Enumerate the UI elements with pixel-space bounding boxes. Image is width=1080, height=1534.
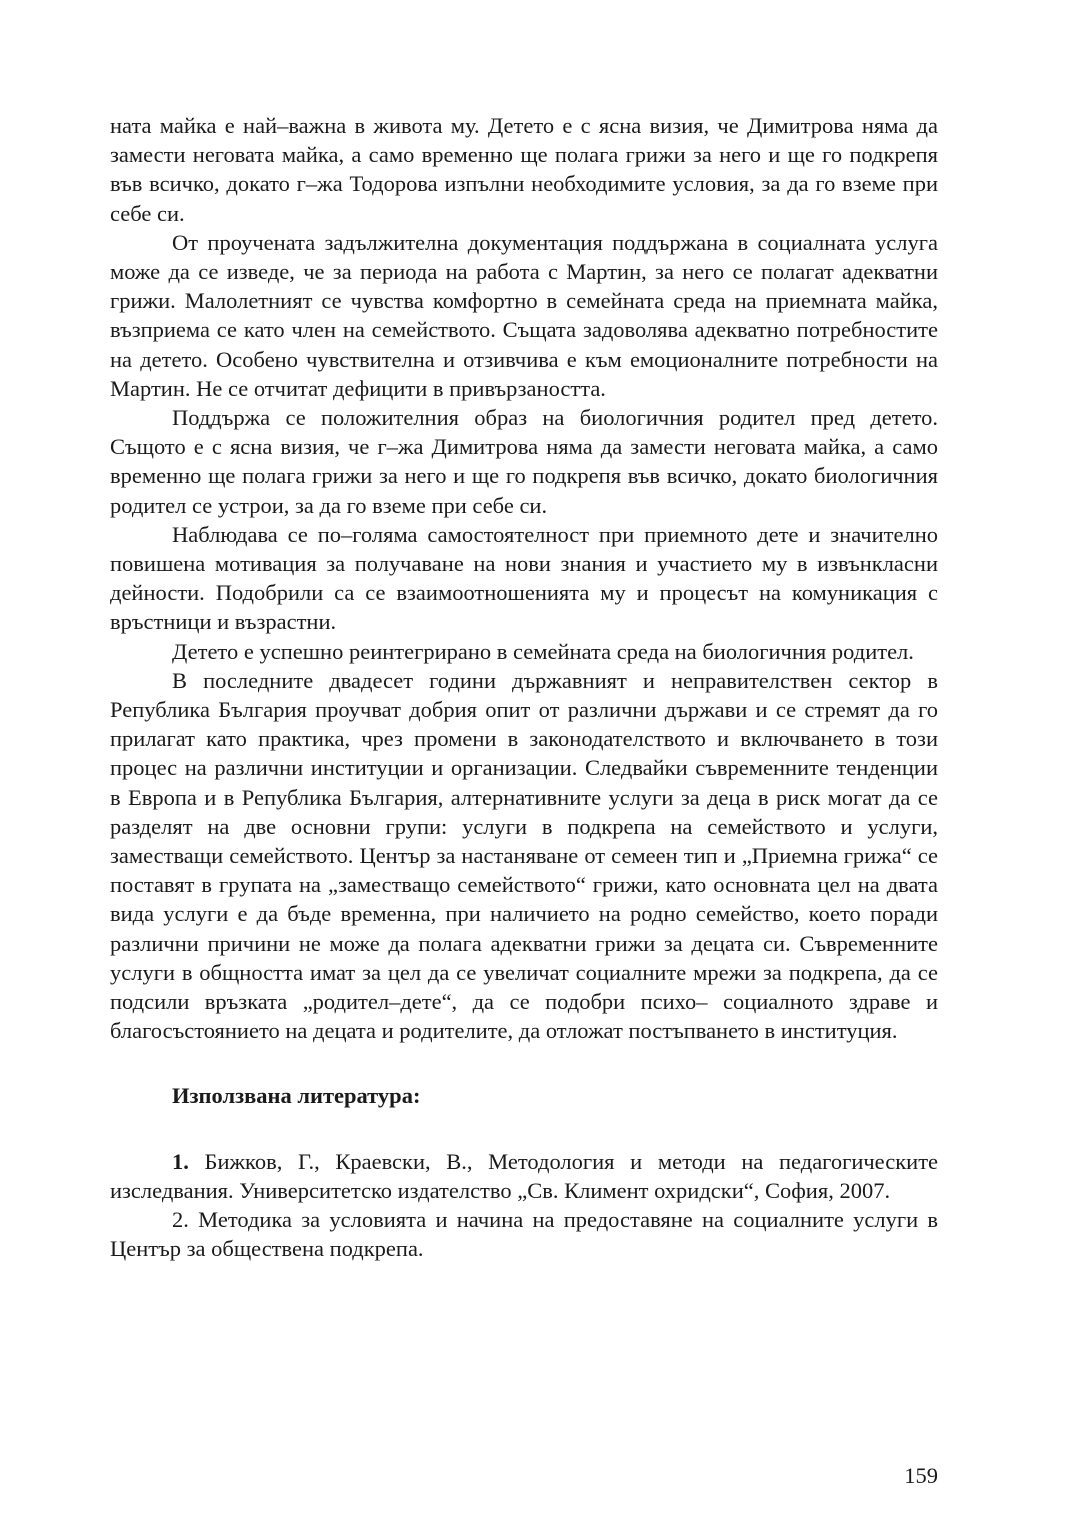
- reference-item-2: [110, 1205, 938, 1263]
- body-paragraph-2: От проучената задължителна документация поддържана в социалната услуга може да се изведе, че за периода на работа с Мартин, за него се полагат адекватни грижи. Малолетният се чувства комфортно в семейната среда на приемната майка, възприема се като член на семейството. Същата задоволява адекватно потребностите на детето. Особено чувствителна и отзивчива е към емоционалните потребности на Мартин. Не се отчитат дефицити в привързаността.: [110, 229, 938, 401]
- body-paragraph-1: ната майка е най–важна в живота му. Детето е с ясна визия, че Димитрова няма да замести неговата майка, а само временно ще полага грижи за него и ще го подкрепя във всичко, докато г–жа Тодорова изпълни необходимите условия, за да го вземе при себе си.: [110, 113, 938, 226]
- references-list: [110, 1147, 938, 1264]
- reference-number: 2.: [172, 1207, 189, 1233]
- body-paragraph-3: Поддържа се положителния образ на биологичния родител пред детето. Същото е с ясна визия, че г–жа Димитрова няма да замести неговата майка, а само временно ще полага грижи за него и ще го подкрепя във всичко, докато биологичния родител се устрои, за да го вземе при себе си.: [110, 405, 938, 518]
- reference-item-1: [110, 1147, 938, 1205]
- body-paragraph-4: Наблюдава се по–голяма самостоятелност при приемното дете и значително повишена мотивация за получаване на нови знания и участието му в извънкласни дейности. Подобрили са се взаимоотношенията му и процесът на комуникация с връстници и възрастни.: [110, 521, 938, 635]
- page-number: 159: [904, 1463, 938, 1488]
- page-content: [110, 111, 938, 1264]
- reference-text: Бижков, Г., Краевски, В., Методология и методи на педагогическите изследвания. Университетско издателство „Св. Климент охридски“, София, 2007.: [110, 1148, 939, 1203]
- reference-number: 1.: [172, 1148, 189, 1174]
- references-heading: Използвана литература:: [172, 1082, 421, 1108]
- body-paragraph-5: Детето е успешно реинтегрирано в семейната среда на биологичния родител.: [172, 638, 914, 664]
- reference-text: Методика за условията и начина на предоставяне на социалните услуги в Център за обществена подкрепа.: [110, 1207, 939, 1262]
- body-paragraph-6: В последните двадесет години държавният и неправителствен сектор в Република България проучват добрия опит от различни държави и се стремят да го прилагат като практика, чрез промени в законодателството и включването в този процес на различни институции и организации. Следвайки съвременните тенденции в Европа и в Република България, алтернативните услуги за деца в риск могат да се разделят на две основни групи: услуги в подкрепа на семейството и услуги, заместващи семейството. Център за настаняване от семеен тип и „Приемна грижа“ се поставят в групата на „заместващо семейството“ грижи, като основната цел на двата вида услуги е да бъде временна, при наличието на родно семейство, което поради различни причини не може да полага адекватни грижи за децата си. Съвременните услуги в общността имат за цел да се увеличат социалните мрежи за подкрепа, да се подсили връзката „родител–дете“, да се подобри психо– социалното здраве и благосъстоянието на децата и родителите, да отложат постъпването в институция.: [110, 667, 938, 1044]
